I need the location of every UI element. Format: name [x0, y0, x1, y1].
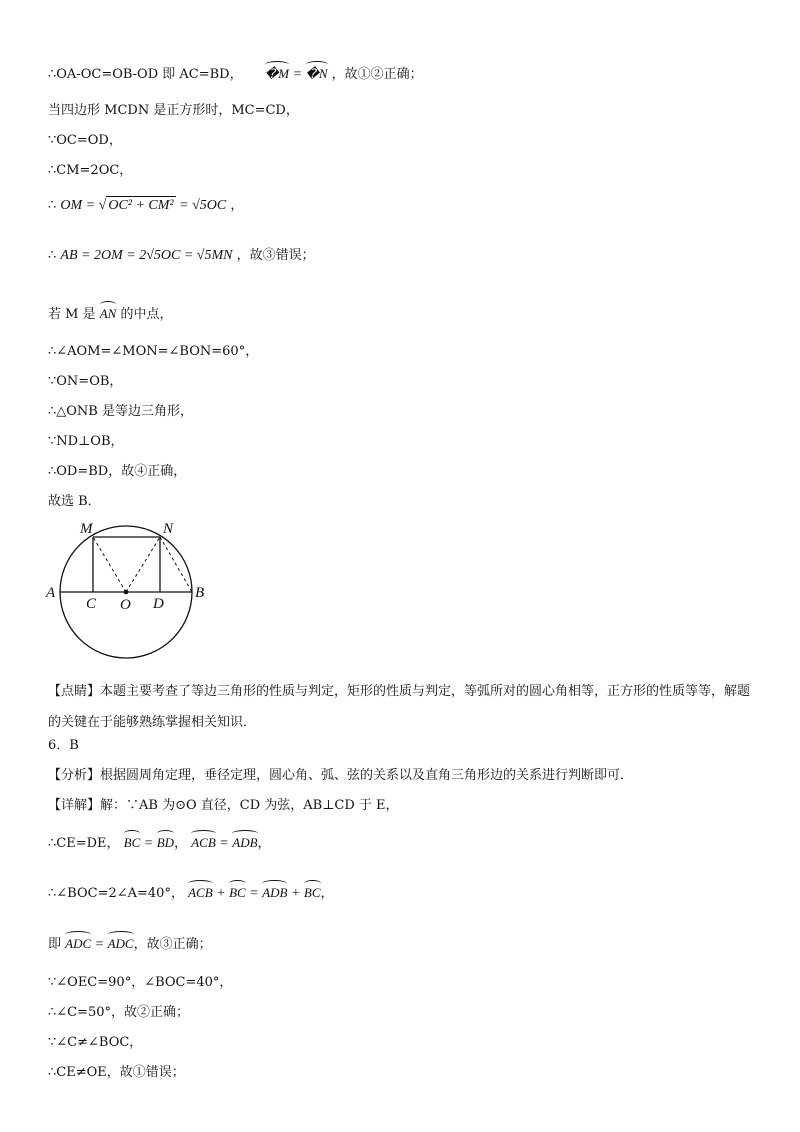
line-1: ∴OA-OC=OB-OD 即 AC=BD， �M = �N ，故①②正确；	[48, 61, 423, 84]
line-2: 当四边形 MCDN 是正方形时，MC=CD，	[48, 103, 299, 118]
arc-am: �M	[265, 61, 289, 83]
label-m: M	[80, 521, 93, 537]
label-a: A	[46, 585, 56, 601]
line-12: ∴OD=BD，故④正确，	[48, 464, 187, 479]
line-9: ∵ON=OB，	[48, 374, 123, 389]
line-24: ∴CE≠OE，故①错误；	[48, 1065, 185, 1080]
dashed-on	[126, 537, 160, 592]
arc-an: AN	[100, 301, 117, 323]
arc-bc-2: BC	[229, 880, 246, 902]
arc-bn: �N	[306, 61, 328, 83]
dashed-nb	[160, 537, 192, 592]
line-23: ∵∠C≠∠BOC，	[48, 1035, 143, 1050]
comment-paragraph: 【点睛】本题主要考查了等边三角形的性质与判定，矩形的性质与判定，等弧所对的圆心角相等，正方形的性质等等，解题的关键在于能够熟练掌握相关知识．	[48, 684, 751, 730]
arc-bc-3: BC	[304, 880, 321, 902]
line-19: ∴∠BOC=2∠A=40°， ACB + BC = ADB + BC，	[48, 880, 334, 903]
arc-adc-2: ADC	[108, 931, 134, 953]
label-b: B	[195, 585, 205, 601]
label-d: D	[153, 596, 164, 612]
line-6: ∴ AB = 2OM = 2√5OC = √5MN ，故③错误；	[48, 248, 315, 263]
circle-figure	[40, 518, 220, 668]
arc-adb: ADB	[232, 830, 257, 852]
line-18: ∴CE=DE， BC = BD， ACB = ADB，	[48, 830, 271, 853]
arc-acb: ACB	[191, 830, 216, 852]
arc-acb-2: ACB	[188, 880, 213, 902]
sqrt-expression: OC² + CM²	[108, 198, 174, 213]
center-dot	[124, 590, 129, 595]
label-c: C	[86, 596, 97, 612]
line-7: 若 M 是 AN 的中点，	[48, 301, 172, 324]
line-3: ∵OC=OD，	[48, 133, 122, 148]
arc-adb-2: ADB	[262, 880, 287, 902]
dashed-om	[93, 537, 126, 592]
line-11: ∵ND⊥OB，	[48, 434, 124, 449]
label-o: O	[120, 597, 131, 613]
analysis-line: 【分析】根据圆周角定理，垂径定理，圆心角、弧、弦的关系以及直角三角形边的关系进行判断即可．	[48, 768, 634, 783]
arc-bc: BC	[124, 830, 141, 852]
line-22: ∴∠C=50°，故②正确；	[48, 1005, 190, 1020]
answer-number: 6．B	[48, 738, 79, 753]
line-21: ∵∠OEC=90°，∠BOC=40°，	[48, 975, 233, 990]
arc-bd: BD	[157, 830, 174, 852]
line-4: ∴CM=2OC，	[48, 163, 133, 178]
line-10: ∴△ONB 是等边三角形，	[48, 404, 193, 419]
label-n: N	[163, 521, 174, 537]
line-13: 故选 B．	[48, 494, 101, 509]
line-5: ∴ OM = √ OC² + CM² = √5OC ，	[48, 198, 244, 213]
solution-line: 【详解】解：∵AB 为⊙O 直径，CD 为弦，AB⊥CD 于 E，	[48, 798, 399, 813]
line-8: ∴∠AOM=∠MON=∠BON=60°，	[48, 344, 259, 359]
arc-adc: ADC	[65, 931, 91, 953]
line-20: 即 ADC = ADC，故③正确；	[48, 931, 212, 954]
